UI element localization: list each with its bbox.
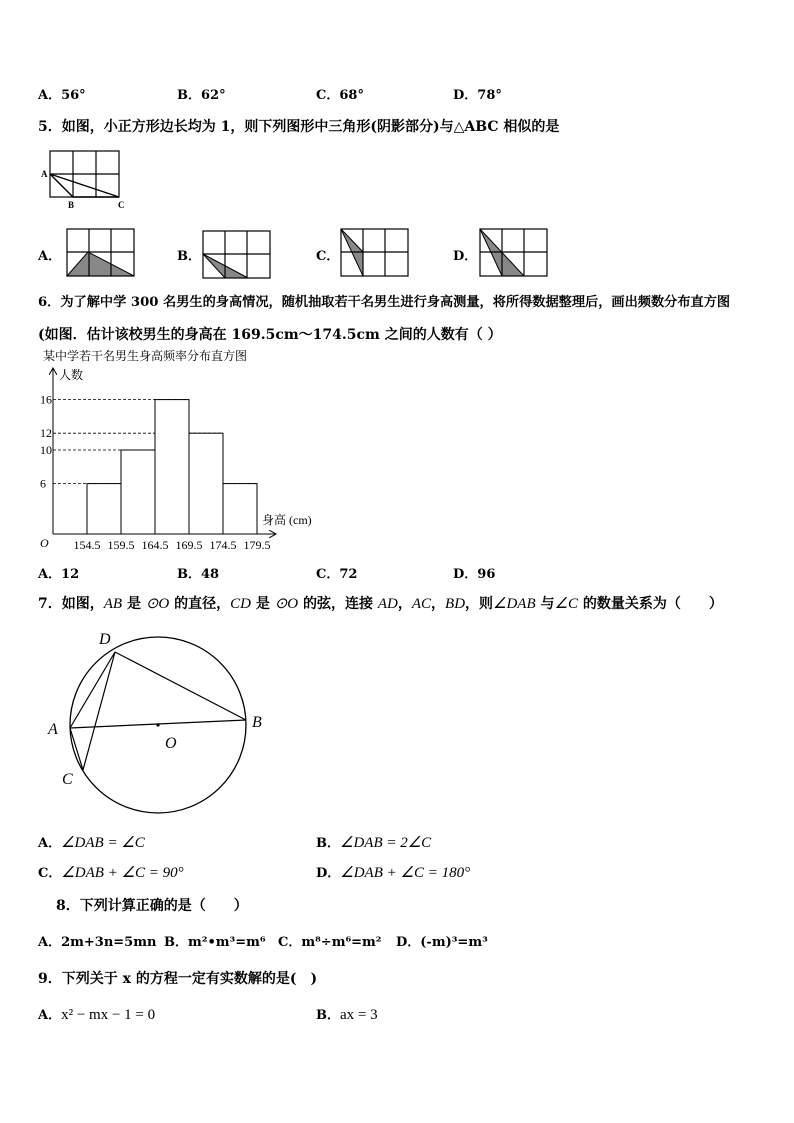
- q5-option-d-figure: [477, 226, 549, 278]
- y-tick-label: 16: [40, 392, 52, 407]
- q5-option-d-letter: D．: [453, 249, 478, 264]
- q5-stem: 5．如图，小正方形边长均为 1，则下列图形中三角形(阴影部分)与△ABC 相似的是: [38, 119, 560, 135]
- q9-stem: 9．下列关于 x 的方程一定有实数解的是( ): [38, 971, 318, 987]
- q5-option-c-letter: C．: [316, 249, 340, 264]
- y-axis-label: 人数: [59, 368, 84, 382]
- histogram-bar: [155, 400, 189, 534]
- label-b: B: [252, 714, 262, 731]
- math-term: ∠C: [554, 596, 578, 612]
- q8-option-c: C．m⁸÷m⁶=m²: [278, 935, 382, 950]
- q8-stem: 8．下列计算正确的是（ ）: [56, 898, 248, 914]
- q8-option-a: A．2m+3n=5mn: [38, 935, 157, 950]
- stem-text: 的弦，连接: [298, 596, 378, 612]
- label-d: D: [99, 631, 111, 648]
- q6-option-b: B．48: [177, 567, 220, 582]
- stem-text: 的直径，: [169, 596, 231, 612]
- q7-option-b: B．∠DAB = 2∠C: [316, 835, 432, 851]
- q4-option-c: C．68°: [316, 88, 364, 103]
- q5-option-c-figure: [338, 226, 410, 278]
- q5-option-b-letter: B．: [177, 249, 201, 264]
- q8-option-d: D．(-m)³=m³: [396, 935, 488, 950]
- q5-figure: [38, 146, 138, 212]
- q5-label-a: A: [41, 169, 48, 179]
- segment-cd: [83, 652, 115, 770]
- q6-option-c: C．72: [316, 567, 358, 582]
- histogram-bar: [189, 433, 223, 534]
- q6-stem-line2: (如图．估计该校男生的身高在 169.5cm～174.5cm 之间的人数有（ ）: [38, 327, 502, 343]
- segment-bd: [115, 652, 246, 720]
- chart-title: 某中学若干名男生身高频率分布直方图: [43, 349, 248, 363]
- math-term: BD: [445, 596, 466, 612]
- q4-option-b: B．62°: [177, 88, 226, 103]
- stem-text: 是: [250, 596, 275, 612]
- histogram-bar: [121, 450, 155, 534]
- q5-label-c: C: [118, 200, 125, 210]
- q9-option-a: A．x² − mx − 1 = 0: [38, 1007, 156, 1023]
- label-o: O: [165, 735, 177, 752]
- q7-option-a: A．∠DAB = ∠C: [38, 835, 145, 851]
- q9-option-b: B．ax = 3: [316, 1007, 378, 1023]
- math-term: CD: [230, 596, 251, 612]
- stem-text: ，则: [465, 596, 494, 612]
- x-tick-label: 174.5: [209, 538, 237, 552]
- q5-label-b: B: [68, 200, 75, 210]
- y-tick-label: 10: [40, 443, 52, 457]
- math-term: ∠DAB: [493, 596, 536, 612]
- segment-ac: [70, 728, 83, 770]
- math-term: ⊙O: [274, 596, 299, 612]
- x-tick-label: 154.5: [73, 538, 101, 552]
- q7-option-c: C．∠DAB + ∠C = 90°: [38, 865, 184, 881]
- origin-label: O: [40, 536, 49, 550]
- q5-option-b-figure: [200, 228, 272, 280]
- histogram-chart: [38, 347, 338, 557]
- q5-option-a-letter: A．: [38, 249, 62, 264]
- q6-option-a: A．12: [38, 567, 80, 582]
- y-tick-label: 6: [40, 476, 46, 491]
- center-point: [156, 723, 159, 726]
- q6-option-d: D．96: [453, 567, 496, 582]
- math-term: ⊙O: [145, 596, 170, 612]
- q4-option-d: D．78°: [453, 88, 502, 103]
- q5-option-a-figure: [64, 226, 136, 278]
- math-term: AB: [103, 596, 123, 612]
- math-term: AD: [377, 596, 398, 612]
- x-tick-label: 164.5: [141, 538, 169, 552]
- stem-text: ，: [397, 596, 412, 612]
- label-a: A: [48, 721, 58, 738]
- histogram-bar: [223, 484, 257, 534]
- stem-text: 是: [122, 596, 146, 612]
- label-c: C: [62, 771, 73, 788]
- q7-option-d: D．∠DAB + ∠C = 180°: [316, 865, 471, 881]
- stem-text: 的数量关系为（ ）: [577, 596, 723, 612]
- stem-text: ，: [431, 596, 446, 612]
- y-tick-label: 12: [40, 426, 52, 441]
- x-tick-label: 179.5: [243, 538, 271, 552]
- x-tick-label: 159.5: [107, 538, 135, 552]
- q7-circle-figure: [40, 622, 280, 834]
- histogram-bar: [87, 484, 121, 534]
- stem-text: 与: [535, 596, 555, 612]
- math-term: AC: [411, 596, 432, 612]
- q8-option-b: B．m²•m³=m⁶: [164, 935, 266, 950]
- q6-stem-line1: 6．为了解中学 300 名男生的身高情况，随机抽取若干名男生进行身高测量，将所得数据整理后，画出频数分布直方图: [38, 295, 731, 310]
- x-tick-label: 169.5: [175, 538, 203, 552]
- q7-stem: 7．如图，AB 是 ⊙O 的直径，CD 是 ⊙O 的弦，连接 AD，AC，BD，则∠DAB 与∠C 的数量关系为（ ）: [38, 596, 723, 612]
- q4-option-a: A．56°: [38, 88, 86, 103]
- x-axis-label: 身高 (cm): [262, 513, 312, 527]
